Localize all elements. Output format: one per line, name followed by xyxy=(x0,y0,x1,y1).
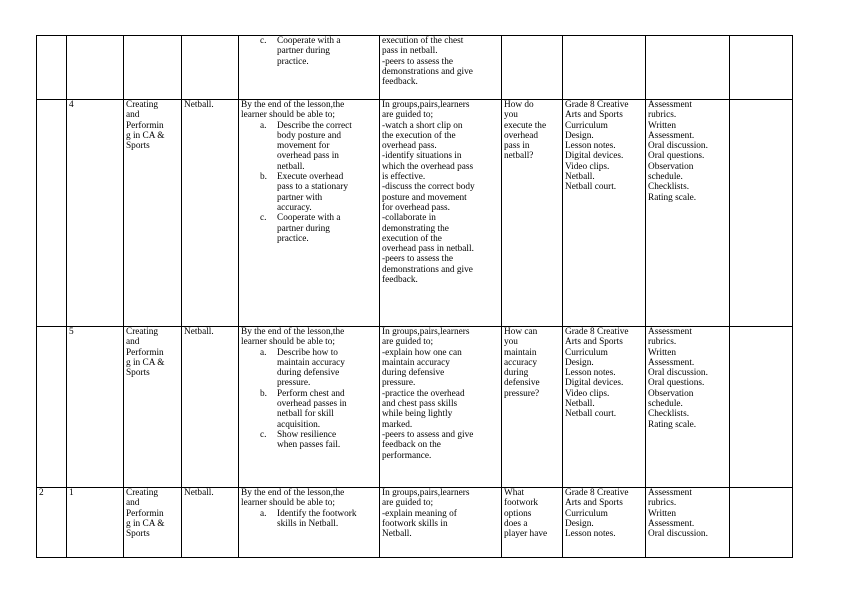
key-inquiry-cell xyxy=(502,327,563,488)
activity-text: demonstrations and give xyxy=(382,264,473,275)
activity-text: are guided to; xyxy=(382,337,434,348)
resource-text: Netball court. xyxy=(565,409,617,420)
table-row xyxy=(37,488,793,558)
resource-text: Design. xyxy=(565,518,594,529)
outcome-text: practice. xyxy=(277,233,309,244)
outcome-text: netball for skill xyxy=(277,409,334,420)
outcome-marker: c. xyxy=(260,429,267,440)
activity-text: -explain meaning of xyxy=(382,508,457,519)
outcome-text: Execute overhead xyxy=(277,172,344,183)
activity-text: -practice the overhead xyxy=(382,388,465,399)
lesson-cell xyxy=(67,488,124,558)
outcome-text: acquisition. xyxy=(277,419,321,430)
outcome-text: pressure. xyxy=(277,378,311,389)
learning-activities-cell xyxy=(380,488,502,558)
outcome-item xyxy=(241,389,377,430)
resource-text: Grade 8 Creative xyxy=(565,327,629,337)
resources-cell xyxy=(563,488,646,558)
week-cell xyxy=(37,100,67,327)
outcome-text: practice. xyxy=(277,56,309,67)
activity-text: posture and movement xyxy=(382,192,467,203)
strand-text: Performin xyxy=(126,120,164,131)
assessment-text: Written xyxy=(648,508,677,519)
assessment-text: Assessment. xyxy=(648,518,695,529)
activity-text: performance. xyxy=(382,450,432,461)
activity-text: In groups,pairs,learners xyxy=(382,488,470,498)
learning-outcomes-cell xyxy=(239,327,380,488)
activity-text: demonstrating the xyxy=(382,223,449,234)
outcome-text: Cooperate with a xyxy=(277,213,341,224)
key-inquiry-cell xyxy=(502,36,563,100)
assessment-text: Oral discussion. xyxy=(648,368,708,379)
outcomes-list xyxy=(241,121,377,245)
assessment-text: schedule. xyxy=(648,399,683,410)
activity-text: -collaborate in xyxy=(382,213,436,224)
activity-text: marked. xyxy=(382,419,413,430)
resource-text: Grade 8 Creative xyxy=(565,488,629,498)
inquiry-text: execute the xyxy=(504,120,547,131)
activity-text: footwork skills in xyxy=(382,518,448,529)
sub-strand-text: Netball. xyxy=(184,100,214,110)
inquiry-text: How can xyxy=(504,327,538,337)
resource-text: Lesson notes. xyxy=(565,529,616,540)
lesson-cell xyxy=(67,100,124,327)
assessment-text: rubrics. xyxy=(648,337,677,348)
lesson-cell xyxy=(67,36,124,100)
resource-text: Lesson notes. xyxy=(565,141,616,152)
activity-text: -peers to assess the xyxy=(382,56,453,67)
inquiry-text: you xyxy=(504,110,518,121)
strand-text: Creating xyxy=(126,488,159,498)
activity-text: during defensive xyxy=(382,368,445,379)
assessment-text: rubrics. xyxy=(648,498,677,509)
assessment-cell xyxy=(646,100,730,327)
activity-text: pressure. xyxy=(382,378,416,389)
activity-text: -explain how one can xyxy=(382,347,462,358)
resource-text: Digital devices. xyxy=(565,151,624,162)
inquiry-text: How do xyxy=(504,100,534,110)
assessment-text: Oral questions. xyxy=(648,151,705,162)
resource-text: Video clips. xyxy=(565,388,610,399)
sub-strand-cell xyxy=(182,327,239,488)
strand-text: and xyxy=(126,498,140,509)
outcome-item xyxy=(241,509,377,530)
sub-strand-text: Netball. xyxy=(184,327,214,337)
activity-text: demonstrations and give xyxy=(382,66,473,77)
activity-text: In groups,pairs,learners xyxy=(382,100,470,110)
outcome-text: partner during xyxy=(277,223,330,234)
assessment-text: Checklists. xyxy=(648,182,690,193)
outcomes-intro: learner should be able to; xyxy=(241,498,335,509)
learning-activities-cell xyxy=(380,327,502,488)
outcome-item xyxy=(241,121,377,172)
key-inquiry-cell xyxy=(502,488,563,558)
outcome-text: Identify the footwork xyxy=(277,508,357,519)
outcome-marker: a. xyxy=(260,508,267,519)
key-inquiry-cell xyxy=(502,100,563,327)
activity-text: -discuss the correct body xyxy=(382,182,475,193)
inquiry-text: player have xyxy=(504,529,548,540)
activity-text: is effective. xyxy=(382,172,426,183)
assessment-text: Assessment xyxy=(648,327,692,337)
resources-cell xyxy=(563,36,646,100)
resource-text: Netball court. xyxy=(565,182,617,193)
assessment-text: rubrics. xyxy=(648,110,677,121)
learning-activities-cell xyxy=(380,100,502,327)
week-cell xyxy=(37,327,67,488)
assessment-text: Observation xyxy=(648,388,694,399)
strand-text: Sports xyxy=(126,529,150,540)
remarks-cell xyxy=(730,36,793,100)
sub-strand-text: Netball. xyxy=(184,488,214,498)
week-number: 2 xyxy=(39,488,44,498)
strand-text: Performin xyxy=(126,508,164,519)
activity-text: and chest pass skills xyxy=(382,399,458,410)
strand-text: Sports xyxy=(126,141,150,152)
outcomes-list xyxy=(241,36,377,67)
assessment-text: schedule. xyxy=(648,172,683,183)
inquiry-text: footwork xyxy=(504,498,539,509)
remarks-cell xyxy=(730,100,793,327)
learning-outcomes-cell xyxy=(239,488,380,558)
outcome-item xyxy=(241,36,377,67)
resources-cell xyxy=(563,327,646,488)
outcome-text: movement for xyxy=(277,141,330,152)
outcomes-intro: By the end of the lesson,the xyxy=(241,100,345,110)
outcome-marker: c. xyxy=(260,213,267,224)
outcome-text: overhead passes in xyxy=(277,399,347,410)
strand-text: g in CA & xyxy=(126,357,165,368)
inquiry-text: accuracy xyxy=(504,357,538,368)
outcome-text: during defensive xyxy=(277,368,340,379)
strand-text: g in CA & xyxy=(126,130,165,141)
outcome-text: Describe the correct xyxy=(277,120,352,131)
lesson-number: 1 xyxy=(69,488,74,498)
week-cell xyxy=(37,36,67,100)
activity-text: which the overhead pass xyxy=(382,161,474,172)
assessment-text: Oral discussion. xyxy=(648,141,708,152)
activity-text: the execution of the xyxy=(382,130,456,141)
resource-text: Netball. xyxy=(565,399,595,410)
outcome-text: maintain accuracy xyxy=(277,357,345,368)
assessment-text: Checklists. xyxy=(648,409,690,420)
strand-text: g in CA & xyxy=(126,518,165,529)
activity-text: for overhead pass. xyxy=(382,202,450,213)
learning-outcomes-cell xyxy=(239,100,380,327)
inquiry-text: What xyxy=(504,488,525,498)
outcome-text: when passes fail. xyxy=(277,440,341,451)
table-row xyxy=(37,36,793,100)
resource-text: Grade 8 Creative xyxy=(565,100,629,110)
assessment-text: Assessment. xyxy=(648,357,695,368)
inquiry-text: during xyxy=(504,368,529,379)
strand-cell xyxy=(124,100,182,327)
assessment-text: Written xyxy=(648,120,677,131)
outcome-marker: a. xyxy=(260,347,267,358)
outcomes-intro: learner should be able to; xyxy=(241,337,335,348)
inquiry-text: netball? xyxy=(504,151,534,162)
outcome-item xyxy=(241,430,377,451)
strand-text: Sports xyxy=(126,368,150,379)
strand-cell xyxy=(124,36,182,100)
outcomes-intro: By the end of the lesson,the xyxy=(241,488,345,498)
outcome-item xyxy=(241,172,377,213)
resources-cell xyxy=(563,100,646,327)
activity-text: -identify situations in xyxy=(382,151,462,162)
inquiry-text: maintain xyxy=(504,347,537,358)
activity-text: maintain accuracy xyxy=(382,357,450,368)
activity-text: -peers to assess and give xyxy=(382,429,474,440)
strand-text: Creating xyxy=(126,100,159,110)
activity-text: execution of the xyxy=(382,233,442,244)
activity-text: while being lightly xyxy=(382,409,453,420)
activity-text: overhead pass. xyxy=(382,141,437,152)
scheme-of-work-table xyxy=(36,35,793,558)
outcomes-list xyxy=(241,509,377,530)
outcome-item xyxy=(241,213,377,244)
resource-text: Curriculum xyxy=(565,120,608,131)
assessment-text: Oral questions. xyxy=(648,378,705,389)
assessment-text: Written xyxy=(648,347,677,358)
inquiry-text: does a xyxy=(504,518,528,529)
resource-text: Lesson notes. xyxy=(565,368,616,379)
assessment-text: Assessment xyxy=(648,488,692,498)
assessment-cell xyxy=(646,36,730,100)
activity-text: execution of the chest xyxy=(382,36,464,46)
activity-text: -peers to assess the xyxy=(382,254,453,265)
resource-text: Design. xyxy=(565,130,594,141)
learning-outcomes-cell xyxy=(239,36,380,100)
inquiry-text: pressure? xyxy=(504,388,540,399)
resource-text: Digital devices. xyxy=(565,378,624,389)
outcome-marker: b. xyxy=(260,172,267,183)
inquiry-text: options xyxy=(504,508,532,519)
sub-strand-cell xyxy=(182,36,239,100)
strand-text: and xyxy=(126,337,140,348)
assessment-text: Oral discussion. xyxy=(648,529,708,540)
activity-text: feedback. xyxy=(382,275,418,286)
outcome-text: Perform chest and xyxy=(277,388,345,399)
activity-text: -watch a short clip on xyxy=(382,120,463,131)
outcome-text: Show resilience xyxy=(277,429,337,440)
assessment-text: Rating scale. xyxy=(648,419,697,430)
table-row xyxy=(37,100,793,327)
resource-text: Curriculum xyxy=(565,347,608,358)
resource-text: Curriculum xyxy=(565,508,608,519)
outcome-item xyxy=(241,348,377,389)
outcome-text: body posture and xyxy=(277,130,342,141)
outcome-text: overhead pass in xyxy=(277,151,339,162)
remarks-cell xyxy=(730,327,793,488)
outcome-text: Cooperate with a xyxy=(277,36,341,46)
outcome-text: skills in Netball. xyxy=(277,518,339,529)
sub-strand-cell xyxy=(182,488,239,558)
inquiry-text: you xyxy=(504,337,518,348)
assessment-cell xyxy=(646,327,730,488)
strand-text: Performin xyxy=(126,347,164,358)
resource-text: Design. xyxy=(565,357,594,368)
assessment-text: Assessment. xyxy=(648,130,695,141)
table-body xyxy=(37,36,793,558)
lesson-number: 5 xyxy=(69,327,74,337)
remarks-cell xyxy=(730,488,793,558)
inquiry-text: pass in xyxy=(504,141,530,152)
strand-cell xyxy=(124,488,182,558)
outcome-marker: a. xyxy=(260,120,267,131)
outcome-text: partner with xyxy=(277,192,323,203)
resource-text: Netball. xyxy=(565,172,595,183)
outcome-marker: b. xyxy=(260,388,267,399)
inquiry-text: overhead xyxy=(504,130,539,141)
assessment-cell xyxy=(646,488,730,558)
outcomes-intro: By the end of the lesson,the xyxy=(241,327,345,337)
resource-text: Video clips. xyxy=(565,161,610,172)
outcome-text: Describe how to xyxy=(277,347,338,358)
strand-cell xyxy=(124,327,182,488)
inquiry-text: defensive xyxy=(504,378,540,389)
strand-text: and xyxy=(126,110,140,121)
resource-text: Arts and Sports xyxy=(565,498,623,509)
assessment-text: Rating scale. xyxy=(648,192,697,203)
outcomes-intro: learner should be able to; xyxy=(241,110,335,121)
activity-text: are guided to; xyxy=(382,498,434,509)
lesson-cell xyxy=(67,327,124,488)
outcome-marker: c. xyxy=(260,36,267,46)
activity-text: feedback. xyxy=(382,77,418,88)
learning-activities-cell xyxy=(380,36,502,100)
activity-text: feedback on the xyxy=(382,440,441,451)
week-cell xyxy=(37,488,67,558)
lesson-number: 4 xyxy=(69,100,74,110)
outcomes-list xyxy=(241,348,377,451)
outcome-text: accuracy. xyxy=(277,202,312,213)
activity-text: pass in netball. xyxy=(382,46,438,57)
activity-text: are guided to; xyxy=(382,110,434,121)
assessment-text: Assessment xyxy=(648,100,692,110)
outcome-text: pass to a stationary xyxy=(277,182,349,193)
activity-text: overhead pass in netball. xyxy=(382,244,474,255)
resource-text: Arts and Sports xyxy=(565,110,623,121)
outcome-text: netball. xyxy=(277,161,305,172)
activity-text: In groups,pairs,learners xyxy=(382,327,470,337)
resource-text: Arts and Sports xyxy=(565,337,623,348)
table-row xyxy=(37,327,793,488)
strand-text: Creating xyxy=(126,327,159,337)
sub-strand-cell xyxy=(182,100,239,327)
outcome-text: partner during xyxy=(277,46,330,57)
assessment-text: Observation xyxy=(648,161,694,172)
activity-text: Netball. xyxy=(382,529,412,540)
